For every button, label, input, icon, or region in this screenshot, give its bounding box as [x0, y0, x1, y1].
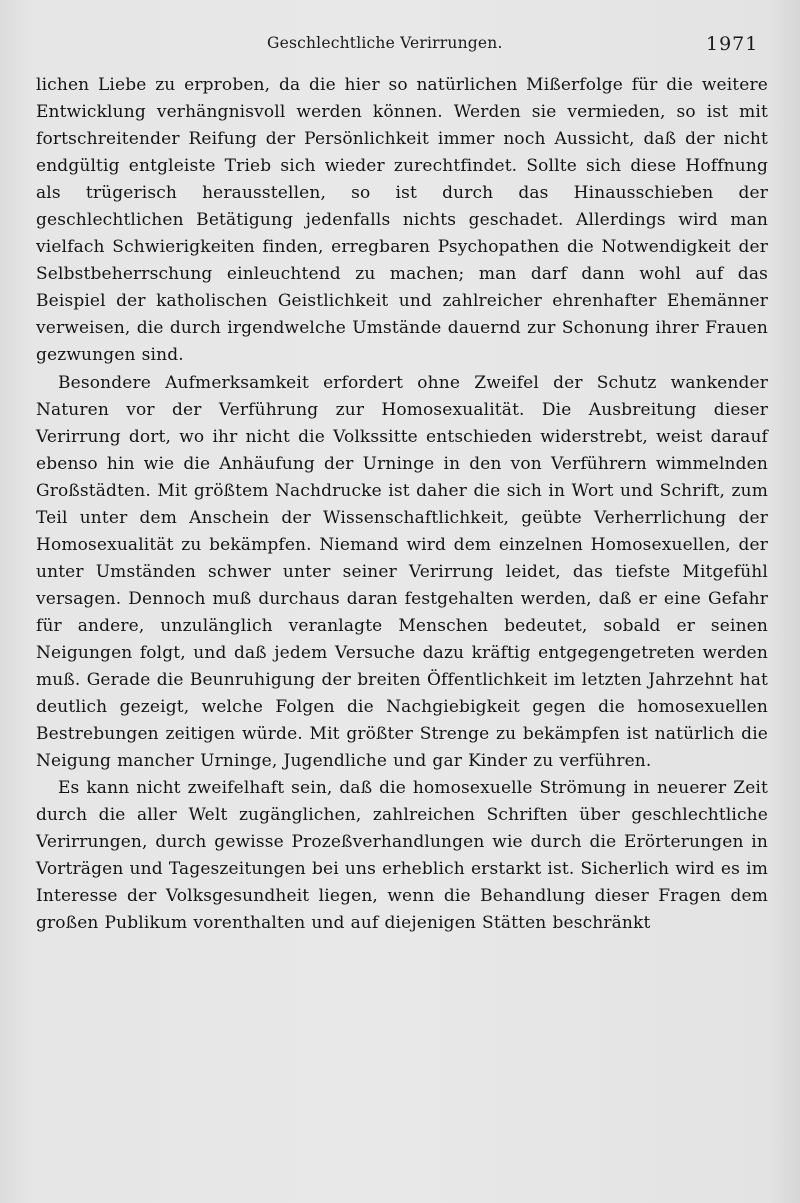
running-title: Geschlechtliche Verirrungen. [267, 34, 503, 52]
paragraph-continued: lichen Liebe zu erproben, da die hier so natürlichen Mißerfolge für die weitere Entwicklung verhängnisvoll werden können. Werden sie vermieden, so ist mit fortschreitender Reifung der Persönlichkeit immer noch Aussicht, daß der nicht endgültig entgleiste Trieb sich wieder zurechtfindet. Sollte sich diese Hoffnung als trügerisch herausstellen, so ist durch das Hinausschieben der geschlechtlichen Betätigung jedenfalls nichts geschadet. Allerdings wird man vielfach Schwierigkeiten finden, erregbaren Psychopathen die Notwendigkeit der Selbstbeherrschung einleuchtend zu machen; man darf dann wohl auf das Beispiel der katholischen Geistlichkeit und zahlreicher ehrenhafter Ehemänner verweisen, die durch irgendwelche Umstände dauernd zur Schonung ihrer Frauen gezwungen sind. [36, 75, 768, 366]
body-text [36, 72, 768, 938]
page-number: 1971 [706, 33, 759, 55]
paragraph-homosexual-current: Es kann nicht zweifelhaft sein, daß die homosexuelle Strömung in neuerer Zeit durch die aller Welt zugänglichen, zahlreichen Schriften über geschlechtliche Verirrungen, durch gewisse Prozeßverhandlungen wie durch die Erörterungen in Vorträgen und Tageszeitungen bei uns erheblich erstarkt ist. Sicherlich wird es im Interesse der Volksgesundheit liegen, wenn die Behandlung dieser Fragen dem großen Publikum vorenthalten und auf diejenigen Stätten beschränkt [36, 778, 768, 934]
paragraph-homosexuality-protection: Besondere Aufmerksamkeit erfordert ohne Zweifel der Schutz wankender Naturen vor der Verführung zur Homosexualität. Die Ausbreitung dieser Verirrung dort, wo ihr nicht die Volkssitte entschieden widerstrebt, weist darauf ebenso hin wie die Anhäufung der Urninge in den von Verführern wimmelnden Großstädten. Mit größtem Nachdrucke ist daher die sich in Wort und Schrift, zum Teil unter dem Anschein der Wissenschaftlichkeit, geübte Verherrlichung der Homosexualität zu bekämpfen. Niemand wird dem einzelnen Homosexuellen, der unter Umständen schwer unter seiner Verirrung leidet, das tiefste Mitgefühl versagen. Dennoch muß durchaus daran festgehalten werden, daß er eine Gefahr für andere, unzulänglich veranlagte Menschen bedeutet, sobald er seinen Neigungen folgt, und daß jedem Versuche dazu kräftig entgegengetreten werden muß. Gerade die Beunruhigung der breiten Öffentlichkeit im letzten Jahrzehnt hat deutlich gezeigt, welche Folgen die Nachgiebigkeit gegen die homosexuellen Bestrebungen zeitigen würde. Mit größter Strenge zu bekämpfen ist natürlich die Neigung mancher Urninge, Jugendliche und gar Kinder zu verführen. [36, 372, 768, 772]
page-header [0, 30, 800, 60]
